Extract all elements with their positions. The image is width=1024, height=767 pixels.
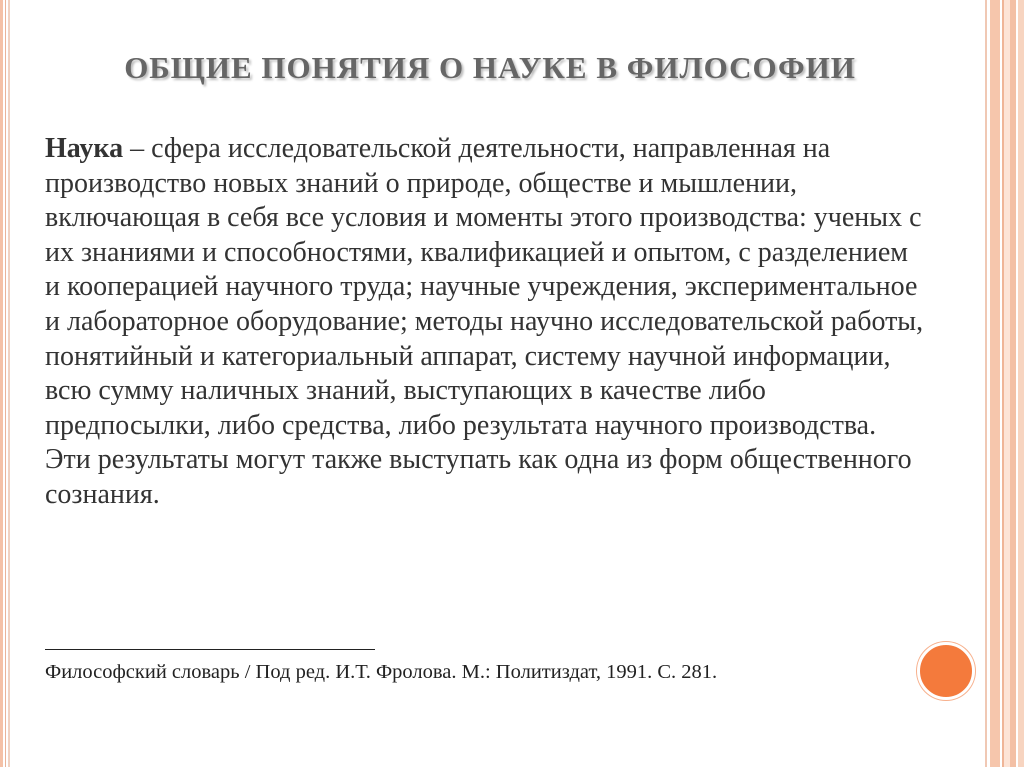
definition-term: Наука xyxy=(45,133,124,164)
left-border-decoration xyxy=(0,0,10,767)
slide-title: ОБЩИЕ ПОНЯТИЯ О НАУКЕ В ФИЛОСОФИИ xyxy=(124,50,856,85)
definition-paragraph xyxy=(45,132,925,513)
footnote-citation: Философский словарь / Под ред. И.Т. Фролова. М.: Политиздат, 1991. С. 281. xyxy=(45,661,718,683)
right-stripes-decoration xyxy=(982,0,1024,767)
footnote-separator xyxy=(45,649,375,650)
definition-text: – сфера исследовательской деятельности, направленная на производство новых знаний о природе, обществе и мышлении, включающая в себя все условия и моменты этого производства: ученых с их знаниями и способностями, квалификацией и опытом, с разделением и кооперацией научного труда; научные учреждения, экспериментальное и лабораторное оборудование; методы научно исследовательской работы, понятийный и категориальный аппарат, систему научной информации, всю сумму наличных знаний, выступающих в качестве либо предпосылки, либо средства, либо результата научного производства. Эти результаты могут также выступать как одна из форм общественного сознания. xyxy=(45,133,924,510)
decorative-circle xyxy=(917,642,975,700)
